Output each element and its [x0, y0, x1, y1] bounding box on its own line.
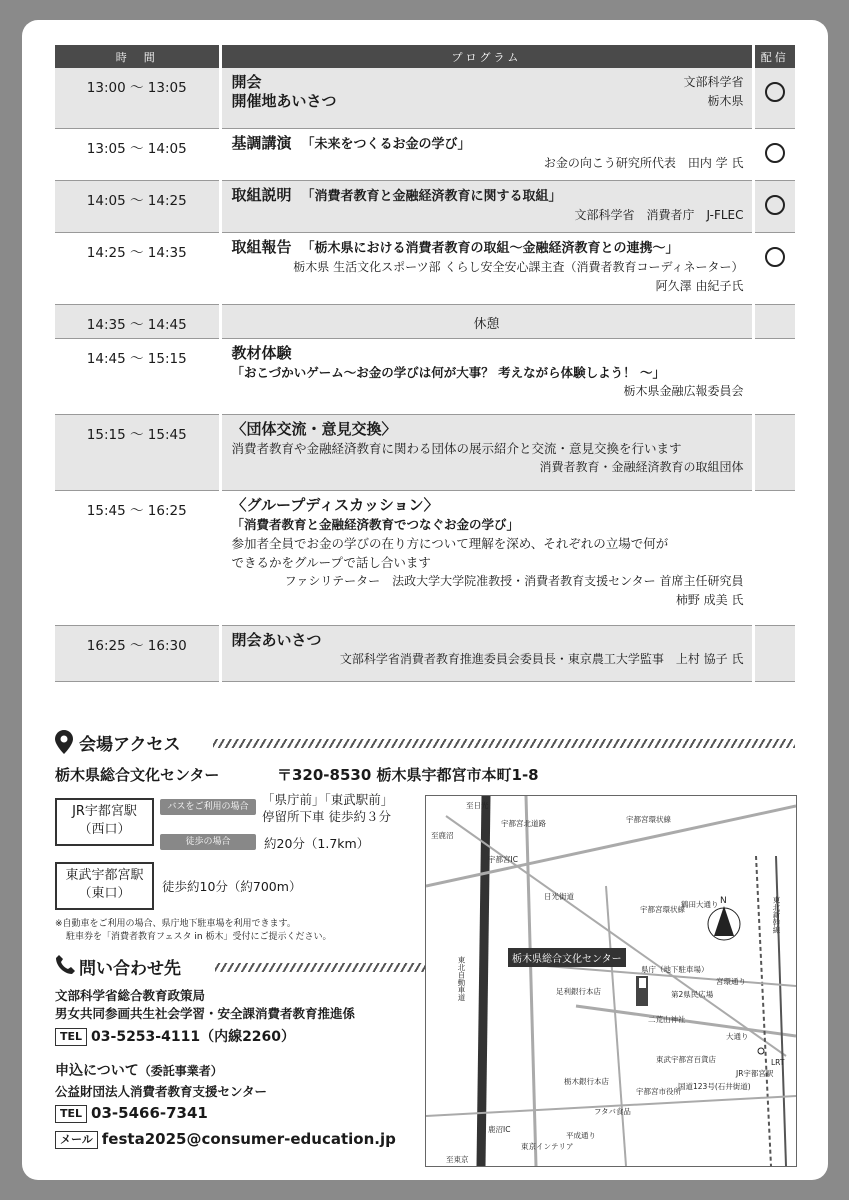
- program-title: 〈グループディスカッション〉: [231, 495, 439, 514]
- map-label: 第2県民広場: [671, 990, 714, 999]
- apply-org: 公益財団法人消費者教育支援センター: [55, 1084, 268, 1099]
- contact-division: 男女共同参画共生社会学習・安全課消費者教育推進係: [55, 1006, 356, 1021]
- program-title: 基調講演: [231, 133, 292, 152]
- bus-label: バスをご利用の場合: [160, 799, 256, 815]
- mail-address: festa2025@consumer-education.jp: [101, 1130, 396, 1148]
- map-label: 宇都宮環状線: [640, 905, 685, 914]
- access-title: 会場アクセス: [79, 735, 181, 755]
- map-label: 宇都宮IC: [488, 855, 518, 864]
- apply-mail: [55, 1130, 396, 1149]
- bus-info: [262, 791, 393, 825]
- program-title: 開会: [231, 73, 262, 91]
- rest-label: 休憩: [220, 304, 753, 338]
- phone-icon: [55, 954, 75, 976]
- table-row: [55, 490, 795, 625]
- tel-label: TEL: [55, 1105, 87, 1123]
- program-description: 参加者全員でお金の学びの在り方について理解を深め、それぞれの立場で何が: [231, 535, 669, 551]
- flyer-page: [22, 20, 828, 1180]
- program-subtitle: 「栃木県における消費者教育の取組～金融経済教育との連携～」: [301, 240, 679, 256]
- apply-subtitle: （委託事業者）: [138, 1064, 223, 1078]
- speaker: 消費者教育・金融経済教育の取組団体: [539, 459, 744, 474]
- program-title: 閉会あいさつ: [231, 630, 322, 649]
- map-label: 至日光: [466, 801, 489, 810]
- venue-address: 〒320-8530 栃木県宇都宮市本町1-8: [277, 766, 539, 784]
- map-label: 国道123号(石井街道): [678, 1082, 751, 1091]
- map-label: 東北自動車道: [457, 956, 466, 1001]
- header-program: プログラム: [220, 45, 753, 68]
- map-label: 宮環通り: [716, 977, 746, 986]
- compass-north: N: [720, 896, 727, 906]
- header-stream: 配信: [753, 45, 795, 68]
- program-description: できるかをグループで話し合います: [231, 554, 431, 570]
- map-label: 東京インテリア: [521, 1142, 574, 1151]
- program-subtitle: 「おこづかいゲーム～お金の学びは何が大事？ 考えながら体験しよう！ ～」: [231, 364, 665, 380]
- bus-stops: 「県庁前」「東武駅前」: [262, 792, 394, 807]
- schedule-table: [55, 45, 795, 682]
- tel-number: 03-5253-4111（内線2260）: [91, 1029, 296, 1045]
- map-label: 東武宇都宮百貨店: [656, 1055, 716, 1064]
- jr-station-box: [55, 798, 154, 846]
- speaker: 文部科学省 消費者庁 J-FLEC: [574, 207, 744, 222]
- tel-number: 03-5466-7341: [91, 1104, 208, 1122]
- mail-label: メール: [55, 1131, 98, 1149]
- table-row: [55, 68, 795, 128]
- stream-circle-icon: [765, 247, 785, 267]
- contact-title: 問い合わせ先: [79, 959, 181, 979]
- program-title: 取組報告: [231, 237, 292, 256]
- tobu-station-box: [55, 862, 154, 910]
- parking-note-2: 駐車券を「消費者教育フェスタ in 栃木」受付にご提示ください。: [66, 932, 332, 942]
- stream-circle-icon: [765, 195, 785, 215]
- map-label: フタバ食品: [594, 1107, 631, 1116]
- header-time: 時 間: [55, 45, 220, 68]
- program-title: 教材体験: [231, 343, 292, 362]
- table-row: [55, 180, 795, 232]
- access-map: [425, 795, 797, 1167]
- map-label: 大通り: [726, 1032, 749, 1041]
- apply-title: 申込について: [55, 1063, 139, 1079]
- heading-rule: [215, 963, 437, 972]
- map-label: 宇都宮北道路: [501, 819, 546, 828]
- organizer: 文部科学省: [683, 75, 744, 89]
- program-title: 〈団体交流・意見交換〉: [231, 419, 397, 438]
- walk-label: 徒歩の場合: [160, 834, 256, 850]
- map-label: 鶴田大通り: [681, 900, 719, 909]
- map-label: 至東京: [446, 1155, 469, 1164]
- location-pin-icon: [55, 730, 73, 754]
- map-label: 宇都宮環状線: [626, 815, 671, 824]
- tel-label: TEL: [55, 1028, 87, 1046]
- tobu-station-exit: （東口）: [78, 886, 131, 901]
- map-label: 二荒山神社: [648, 1015, 686, 1024]
- apply-tel: [55, 1104, 208, 1123]
- table-row: [55, 338, 795, 414]
- time-cell: 15:15 ～ 15:45: [55, 414, 220, 490]
- speaker-name: 柿野 成美 氏: [675, 592, 744, 607]
- map-label: JR宇都宮駅: [736, 1069, 774, 1078]
- program-title: 取組説明: [231, 185, 292, 204]
- map-label: LRT: [771, 1058, 785, 1067]
- jr-station-exit: （西口）: [78, 822, 131, 837]
- program-subtitle: 「消費者教育と金融経済教育に関する取組」: [301, 188, 562, 204]
- access-heading: [55, 730, 795, 754]
- speaker: お金の向こう研究所代表 田内 学 氏: [543, 155, 744, 170]
- speaker-name: 阿久澤 由紀子氏: [655, 278, 744, 293]
- jr-station-name: JR宇都宮駅: [72, 804, 137, 819]
- map-label: 鹿沼IC: [488, 1125, 511, 1134]
- heading-rule: [213, 739, 795, 748]
- speaker: 文部科学省消費者教育推進委員会委員長・東京農工大学監事 上村 協子 氏: [339, 651, 744, 666]
- tobu-station-name: 東武宇都宮駅: [65, 868, 144, 883]
- program-description: 消費者教育や金融経済教育に関わる団体の展示紹介と交流・意見交換を行います: [231, 440, 682, 456]
- map-label: 平成通り: [566, 1131, 596, 1140]
- table-row: [55, 304, 795, 338]
- table-row: [55, 128, 795, 180]
- map-label: 至鹿沼: [431, 831, 454, 840]
- table-row: [55, 414, 795, 490]
- tobu-walk-info: 徒歩約10分（約700m）: [162, 879, 302, 894]
- venue-name: 栃木県総合文化センター: [55, 766, 220, 784]
- time-cell: 14:05 ～ 14:25: [55, 180, 220, 232]
- map-label: 県庁（地下駐車場）: [641, 965, 709, 974]
- contact-heading: [55, 954, 437, 978]
- map-label: 東北新幹線: [772, 896, 781, 934]
- contact-tel: [55, 1026, 295, 1046]
- organizer: 栃木県: [707, 94, 744, 108]
- speaker: 栃木県 生活文化スポーツ部 くらし安全安心課主査（消費者教育コーディネーター）: [293, 259, 744, 274]
- map-label: 栃木銀行本店: [564, 1077, 609, 1086]
- stream-circle-icon: [765, 82, 785, 102]
- time-cell: 14:45 ～ 15:15: [55, 338, 220, 414]
- time-cell: 14:25 ～ 14:35: [55, 232, 220, 304]
- program-title: 開催地あいさつ: [231, 92, 337, 110]
- map-venue-label: 栃木県総合文化センター: [508, 948, 626, 967]
- facilitator: ファシリテーター 法政大学大学院准教授・消費者教育支援センター 首席主任研究員: [284, 573, 744, 588]
- time-cell: 16:25 ～ 16:30: [55, 625, 220, 681]
- program-subtitle: 「消費者教育と金融経済教育でつなぐお金の学び」: [231, 516, 520, 532]
- map-label: 足利銀行本店: [556, 987, 601, 996]
- time-cell: 13:00 ～ 13:05: [55, 68, 220, 128]
- time-cell: 14:35 ～ 14:45: [55, 304, 220, 338]
- time-cell: 13:05 ～ 14:05: [55, 128, 220, 180]
- bus-walk: 停留所下車 徒歩約３分: [262, 809, 391, 824]
- apply-heading: [55, 1060, 223, 1080]
- table-row: [55, 625, 795, 681]
- program-subtitle: 「未来をつくるお金の学び」: [301, 136, 471, 152]
- time-cell: 15:45 ～ 16:25: [55, 490, 220, 625]
- stream-circle-icon: [765, 143, 785, 163]
- table-row: [55, 232, 795, 304]
- map-label: 日光街道: [544, 892, 574, 901]
- walk-info: 約20分（1.7km）: [264, 836, 370, 851]
- map-label: 宇都宮市役所: [636, 1087, 681, 1096]
- speaker: 栃木県金融広報委員会: [623, 383, 744, 398]
- contact-org: 文部科学省総合教育政策局: [55, 988, 206, 1003]
- parking-note: ※自動車をご利用の場合、県庁地下駐車場を利用できます。: [55, 919, 296, 929]
